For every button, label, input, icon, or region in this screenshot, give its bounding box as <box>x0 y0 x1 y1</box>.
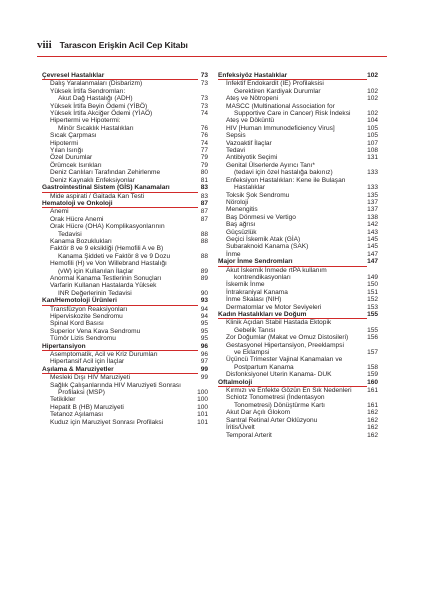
toc-entry <box>42 389 208 396</box>
toc-section-heading <box>218 258 378 266</box>
toc-entry <box>218 110 378 117</box>
toc-entry <box>42 231 208 238</box>
toc-entry-title: Hastalıklar <box>234 184 265 192</box>
toc-section-heading <box>218 379 378 387</box>
toc-entry-title: Hipotermi <box>50 139 79 147</box>
toc-entry-title: İskemik İnme <box>226 281 265 289</box>
toc-entry-page: 99 <box>200 365 208 373</box>
toc-entry-page: 107 <box>367 139 378 147</box>
toc-entry-title: Mide aspirati / Gaitada Kan Testi <box>50 192 145 200</box>
toc-entry-title: ve Eklampsi <box>234 349 270 357</box>
toc-entry-page: 162 <box>367 424 378 432</box>
toc-entry-page: 147 <box>367 258 378 266</box>
toc-entry-page: 79 <box>200 154 208 162</box>
toc-entry-page: 80 <box>200 169 208 177</box>
toc-entry <box>42 110 208 117</box>
toc-entry <box>218 334 378 341</box>
toc-entry-title: Geçici İskemik Atak (GİA) <box>226 235 301 243</box>
page-number: viii <box>37 39 52 51</box>
toc-entry <box>218 177 378 184</box>
toc-entry-title: Kuduz için Maruziyet Sonrası Profilaksi <box>50 418 164 426</box>
toc-entry-title: Ateş ve Nötropeni <box>226 95 279 103</box>
toc-entry <box>218 281 378 288</box>
toc-entry-title: Baş Dönmesi ve Vertigo <box>226 213 296 221</box>
toc-entry <box>218 221 378 228</box>
toc-entry-title: Tetanoz Aşılaması <box>50 411 104 419</box>
toc-entry-title: Yüksek İrtifa Beyin Ödemi (YİBÖ) <box>50 102 148 110</box>
toc-entry-title: Mesleki Dışı HIV Maruziyeti <box>50 374 131 382</box>
toc-entry <box>42 260 208 267</box>
toc-entry-title: Tedavisi <box>58 230 82 238</box>
toc-entry-title: Asemptomatik, Acil ve Kriz Durumları <box>50 351 158 359</box>
toc-entry <box>42 382 208 389</box>
toc-entry-page: 88 <box>200 237 208 245</box>
header-rule <box>37 56 387 57</box>
toc-entry <box>42 268 208 275</box>
toc-entry <box>218 424 378 431</box>
toc-entry <box>218 356 378 363</box>
toc-entry-page: 102 <box>367 87 378 95</box>
toc-entry-page: 102 <box>367 95 378 103</box>
toc-entry <box>42 245 208 252</box>
toc-entry-title: Çevresel Hastalıklar <box>42 72 198 80</box>
toc-entry <box>42 125 208 132</box>
book-title: Tarascon Erişkin Acil Cep Kitabı <box>59 40 188 50</box>
toc-entry-title: Anormal Kanama Testlerinin Sonuçları <box>50 274 162 282</box>
toc-entry-title: Deniz Canlıları Tarafından Zehirlenme <box>50 169 161 177</box>
toc-entry-page: 155 <box>367 326 378 334</box>
toc-section-heading <box>42 72 208 80</box>
toc-entry-page: 76 <box>200 132 208 140</box>
toc-entry <box>42 117 208 124</box>
toc-entry <box>218 342 378 349</box>
toc-entry-page: 145 <box>367 235 378 243</box>
toc-entry <box>42 253 208 260</box>
toc-entry-title: Ateş ve Döküntü <box>226 117 275 125</box>
toc-entry-title: Tetikikler <box>50 396 76 404</box>
toc-entry-page: 100 <box>197 389 208 397</box>
toc-entry <box>218 169 378 176</box>
toc-entry-page: 99 <box>200 374 208 382</box>
toc-entry-page: 105 <box>367 132 378 140</box>
toc-entry <box>42 208 208 215</box>
toc-entry-title: (vW) için Kullanılan İlaçlar <box>58 267 134 275</box>
toc-entry-title: Deniz Kaynaklı Enfeksiyonlar <box>50 176 135 184</box>
toc-entry <box>218 154 378 161</box>
toc-entry <box>42 358 208 365</box>
toc-entry-page: 133 <box>367 169 378 177</box>
toc-entry-page: 101 <box>197 418 208 426</box>
toc-entry <box>42 396 208 403</box>
toc-entry-title: Profilaksi (MSP) <box>58 389 105 397</box>
toc-entry <box>218 80 378 87</box>
toc-entry <box>218 371 378 378</box>
toc-entry-title: Sıcak Çarpması <box>50 132 97 140</box>
toc-entry-page: 79 <box>200 161 208 169</box>
toc-entry-title: Dermatomlar ve Motor Seviyeleri <box>226 303 322 311</box>
toc-entry-page: 73 <box>200 95 208 103</box>
toc-entry-title: Anemi <box>50 208 69 216</box>
toc-entry-title: Genital Ülserlerde Ayırıcı Tanı* <box>226 161 315 169</box>
toc-entry-title: Subaraknoid Kanama (SAK) <box>226 243 309 251</box>
toc-entry-title: Tonometresi) Dönüştürme Kartı <box>234 401 325 409</box>
toc-entry <box>218 394 378 401</box>
toc-entry-page: 159 <box>367 371 378 379</box>
toc-entry <box>42 411 208 418</box>
toc-entry <box>42 404 208 411</box>
toc-entry-title: Yüksek İrtifa Sendromları: <box>50 87 126 95</box>
toc-entry-page: 147 <box>367 250 378 258</box>
toc-entry-title: Transfüzyon Reaksiyonları <box>50 305 128 313</box>
toc-entry-title: Vazoaktif İlaçlar <box>226 139 272 147</box>
toc-entry-title: Zor Doğumlar (Makat ve Omuz Distosileri) <box>226 334 349 342</box>
toc-entry-page: 74 <box>200 139 208 147</box>
toc-entry-page: 158 <box>367 363 378 371</box>
toc-entry-page: 153 <box>367 303 378 311</box>
toc-entry-title: Hemofili (H) ve Von Willebrand Hastalığı <box>50 260 167 268</box>
toc-entry-title: Kanama Şiddeti ve Faktör 8 ve 9 Dozu <box>58 252 171 260</box>
toc-entry <box>42 306 208 313</box>
toc-entry-page: 73 <box>200 80 208 88</box>
toc-entry-page: 161 <box>367 401 378 409</box>
toc-entry <box>218 103 378 110</box>
toc-entry-title: Antibiyotik Seçimi <box>226 154 278 162</box>
toc-entry <box>42 223 208 230</box>
toc-entry-title: Orak Hücre (OHA) Komplikasyonlarının <box>50 223 165 231</box>
toc-entry-title: İntrakraniyal Kanama <box>226 288 288 296</box>
toc-entry <box>42 80 208 87</box>
page-header <box>37 39 188 51</box>
toc-entry <box>218 125 378 132</box>
toc-entry <box>218 236 378 243</box>
toc-entry-title: Tümör Lizis Sendromu <box>50 335 116 343</box>
toc-entry-page: 94 <box>200 305 208 313</box>
toc-entry-title: İnfektif Endokardit (IE) Profilaksisi <box>226 80 324 88</box>
toc-entry <box>218 117 378 124</box>
toc-entry-title: Hepatit B (HB) Maruziyeti <box>50 403 124 411</box>
toc-entry-title: Gastrointestinal Sistem (GİS) Kanamaları <box>42 184 198 192</box>
toc-entry <box>218 162 378 169</box>
toc-entry-title: Varfarin Kullanan Hastalarda Yüksek <box>50 282 157 290</box>
toc-entry <box>218 229 378 236</box>
toc-entry-page: 104 <box>367 117 378 125</box>
toc-entry-title: Gestasyonel Hipertansiyon, Preeklampsi <box>226 341 344 349</box>
toc-entry <box>218 184 378 191</box>
toc-entry-page: 102 <box>367 110 378 118</box>
toc-entry-title: Hipertansif Acil için İlaçlar <box>50 358 125 366</box>
toc-entry-page: 96 <box>200 342 208 350</box>
toc-column-left <box>42 72 208 426</box>
toc-entry-title: Hematoloji ve Onkoloji <box>42 200 198 208</box>
toc-entry <box>218 402 378 409</box>
toc-entry-page: 96 <box>200 351 208 359</box>
toc-entry-page: 149 <box>367 273 378 281</box>
toc-entry-page: 74 <box>200 110 208 118</box>
toc-entry <box>42 103 208 110</box>
toc-entry-title: INR Değerlerinin Tedavisi <box>58 289 132 297</box>
toc-entry-page: 77 <box>200 147 208 155</box>
toc-entry-title: Klinik Açıdan Stabil Hastada Ektopik <box>226 319 332 327</box>
toc-entry-page: 142 <box>367 221 378 229</box>
toc-entry-title: Enfeksiyon Hastalıkları: Kene ile Bulaşan <box>226 176 346 184</box>
toc-section-heading <box>218 311 378 319</box>
toc-entry-page: 155 <box>367 311 378 318</box>
toc-entry-title: Kadın Hastalıkları ve Doğum <box>218 311 367 319</box>
toc-entry-title: Nöroloji <box>226 198 249 206</box>
toc-entry <box>218 296 378 303</box>
toc-column-right <box>218 72 378 439</box>
toc-entry <box>218 243 378 250</box>
toc-entry-page: 138 <box>367 213 378 221</box>
toc-entry-page: 95 <box>200 335 208 343</box>
toc-entry-page: 87 <box>200 215 208 223</box>
toc-entry-page: 97 <box>200 358 208 366</box>
toc-entry-page: 156 <box>367 334 378 342</box>
toc-entry <box>218 88 378 95</box>
toc-entry-page: 131 <box>367 154 378 162</box>
toc-entry-page: 83 <box>200 184 208 192</box>
toc-entry <box>42 162 208 169</box>
toc-entry-page: 162 <box>367 416 378 424</box>
toc-entry-title: Üçüncü Trimester Vajinal Kanamaları ve <box>226 356 343 364</box>
toc-entry-title: Kanama Bozuklukları <box>50 237 112 245</box>
toc-section-heading <box>42 200 208 208</box>
toc-entry-page: 102 <box>367 72 378 79</box>
toc-entry-title: Superior Vena Kava Sendromu <box>50 327 141 335</box>
toc-entry-title: Kırmızı ve Enfekte Gözün En Sık Nedenleri <box>226 387 352 395</box>
toc-entry-page: 73 <box>200 72 208 79</box>
toc-entry <box>218 199 378 206</box>
toc-entry-title: Supportive Care in Cancer) Risk İndeksi <box>234 110 351 118</box>
toc-entry-title: İritis/Üvelt <box>226 424 255 432</box>
toc-entry-page: 143 <box>367 228 378 236</box>
toc-entry-title: Disfonksiyonel Uterin Kanama- DUK <box>226 371 332 379</box>
toc-entry-title: kontrendikasyonları <box>234 273 291 281</box>
toc-entry-page: 93 <box>200 297 208 305</box>
toc-entry-page: 88 <box>200 230 208 238</box>
toc-entry <box>218 409 378 416</box>
toc-entry-page: 76 <box>200 124 208 132</box>
toc-entry-page: 162 <box>367 431 378 439</box>
toc-entry <box>218 132 378 139</box>
toc-entry <box>218 214 378 221</box>
toc-entry-title: Güçsüzlük <box>226 228 257 236</box>
toc-entry <box>42 216 208 223</box>
toc-entry <box>42 88 208 95</box>
toc-entry <box>218 140 378 147</box>
toc-entry-page: 87 <box>200 199 208 207</box>
toc-entry-title: Örümcek Isırıkları <box>50 161 102 169</box>
toc-entry-title: Hiperviskozite Sendromu <box>50 313 123 320</box>
toc-entry <box>42 328 208 335</box>
toc-entry <box>218 417 378 424</box>
toc-entry <box>218 206 378 213</box>
toc-entry <box>218 432 378 439</box>
toc-entry-page: 145 <box>367 243 378 251</box>
toc-entry-title: Orak Hücre Anemi <box>50 215 104 223</box>
toc-entry <box>218 364 378 371</box>
toc-entry-title: Özel Durumlar <box>50 154 93 162</box>
toc-section-heading <box>42 343 208 351</box>
toc-entry-title: Tedavi <box>226 147 245 155</box>
toc-entry-page: 100 <box>197 396 208 404</box>
toc-entry <box>42 313 208 320</box>
toc-entry-page: 95 <box>200 327 208 335</box>
toc-section-heading <box>42 184 208 192</box>
toc-entry-title: Gebelik Tanısı <box>234 326 276 334</box>
toc-entry-title: Menengitis <box>226 206 258 214</box>
toc-entry-page: 105 <box>367 124 378 132</box>
toc-entry <box>218 319 378 326</box>
toc-entry-title: Kan/Hemotoloji Ürünleri <box>42 297 198 305</box>
toc-entry-page: 152 <box>367 296 378 304</box>
toc-entry-page: 133 <box>367 184 378 192</box>
toc-entry-page: 135 <box>367 191 378 199</box>
toc-entry <box>42 169 208 176</box>
toc-entry-title: MASCC (Multinational Association for <box>226 102 335 110</box>
toc-entry-title: İnme <box>226 250 241 258</box>
toc-entry-title: Santral Retinal Arter Oklüzyonu <box>226 416 318 424</box>
toc-entry-title: Minör Sıcaklık Hastalıkları <box>58 124 134 132</box>
toc-entry-page: 89 <box>200 274 208 282</box>
toc-entry-title: Akut Dar Açılı Glokom <box>226 409 291 417</box>
toc-entry <box>42 282 208 289</box>
toc-entry-title: Oftalmoloji <box>218 379 367 387</box>
toc-entry-title: Akut İskemik İnmede rtPA kullanım <box>226 266 327 274</box>
toc-entry-page: 101 <box>197 411 208 419</box>
toc-entry-title: Schiotz Tonometresi (İndentasyon <box>226 394 325 402</box>
toc-entry-title: Dalış Yaralanmaları (Disbarizm) <box>50 80 143 88</box>
toc-entry-page: 90 <box>200 289 208 297</box>
toc-entry-title: Hipertansiyon <box>42 343 198 351</box>
toc-entry-page: 95 <box>200 320 208 328</box>
toc-entry-title: (tedavi için özel hastalığa bakınız) <box>234 169 333 177</box>
toc-entry-title: HIV [Human Immunodeficiency Virus] <box>226 124 335 132</box>
toc-entry-title: Temporal Arterit <box>226 431 272 439</box>
toc-entry-title: Aşılama & Maruziyetler <box>42 366 198 374</box>
toc-entry <box>42 132 208 139</box>
toc-entry <box>42 238 208 245</box>
toc-entry <box>218 327 378 334</box>
toc-entry <box>42 335 208 342</box>
toc-entry <box>42 95 208 102</box>
toc-entry-title: Enfeksiyöz Hastalıklar <box>218 72 367 80</box>
toc-entry <box>42 275 208 282</box>
toc-entry-page: 81 <box>200 176 208 184</box>
toc-entry-title: Sağlık Çalışanlarında HIV Maruziyeti Sonrası <box>50 381 181 389</box>
toc-entry-page: 87 <box>200 208 208 216</box>
toc-entry-title: Spinal Kord Basısı <box>50 320 104 328</box>
toc-entry-page: 89 <box>200 267 208 275</box>
toc-entry-page: 157 <box>367 349 378 357</box>
toc-entry <box>42 419 208 426</box>
toc-entry-title: Yüksek İrtifa Akciğer Ödemi (YİAÖ) <box>50 110 153 118</box>
toc-section-heading <box>42 366 208 374</box>
toc-entry-title: Yılan Isırığı <box>50 147 84 155</box>
toc-entry <box>218 192 378 199</box>
toc-entry-page: 100 <box>197 403 208 411</box>
toc-entry <box>218 147 378 154</box>
toc-entry-page: 162 <box>367 409 378 417</box>
toc-entry-page: 161 <box>367 387 378 395</box>
toc-entry-page: 88 <box>200 252 208 260</box>
toc-entry-page: 137 <box>367 198 378 206</box>
toc-entry <box>218 95 378 102</box>
toc-entry-page: 83 <box>200 192 208 200</box>
toc-entry <box>42 193 208 200</box>
toc-entry-page: 108 <box>367 147 378 155</box>
toc-section-heading <box>42 297 208 305</box>
toc-entry-page: 150 <box>367 281 378 289</box>
toc-entry-title: Faktör 8 ve 9 eksikliği (Hemofili A ve B) <box>50 245 164 253</box>
toc-entry-title: İnme Skalası (NIH) <box>226 296 282 304</box>
toc-entry-title: Gerektiren Kardiyak Durumlar <box>234 87 321 95</box>
toc-entry-page: 160 <box>367 378 378 386</box>
toc-entry-title: Toksik Şok Sendromu <box>226 191 290 199</box>
toc-entry-page: 151 <box>367 288 378 296</box>
toc-entry-page: 94 <box>200 313 208 320</box>
toc-entry-page: 137 <box>367 206 378 214</box>
toc-entry-title: Sepsis <box>226 132 246 140</box>
toc-entry-title: Hipertermi ve Hipotermi: <box>50 117 121 125</box>
toc-entry-title: Akut Dağ Hastalığı (ADH) <box>58 95 133 103</box>
toc-entry-page: 73 <box>200 102 208 110</box>
toc-entry <box>42 374 208 381</box>
toc-entry <box>218 267 378 274</box>
toc-entry-title: Baş ağrısı <box>226 221 256 229</box>
toc-entry-title: Major İnme Sendromları <box>218 258 367 266</box>
toc-entry <box>42 320 208 327</box>
toc-entry <box>42 154 208 161</box>
toc-entry <box>218 304 378 311</box>
toc-entry <box>42 177 208 184</box>
toc-entry-title: Postpartum Kanama <box>234 363 294 371</box>
toc-entry <box>42 140 208 147</box>
